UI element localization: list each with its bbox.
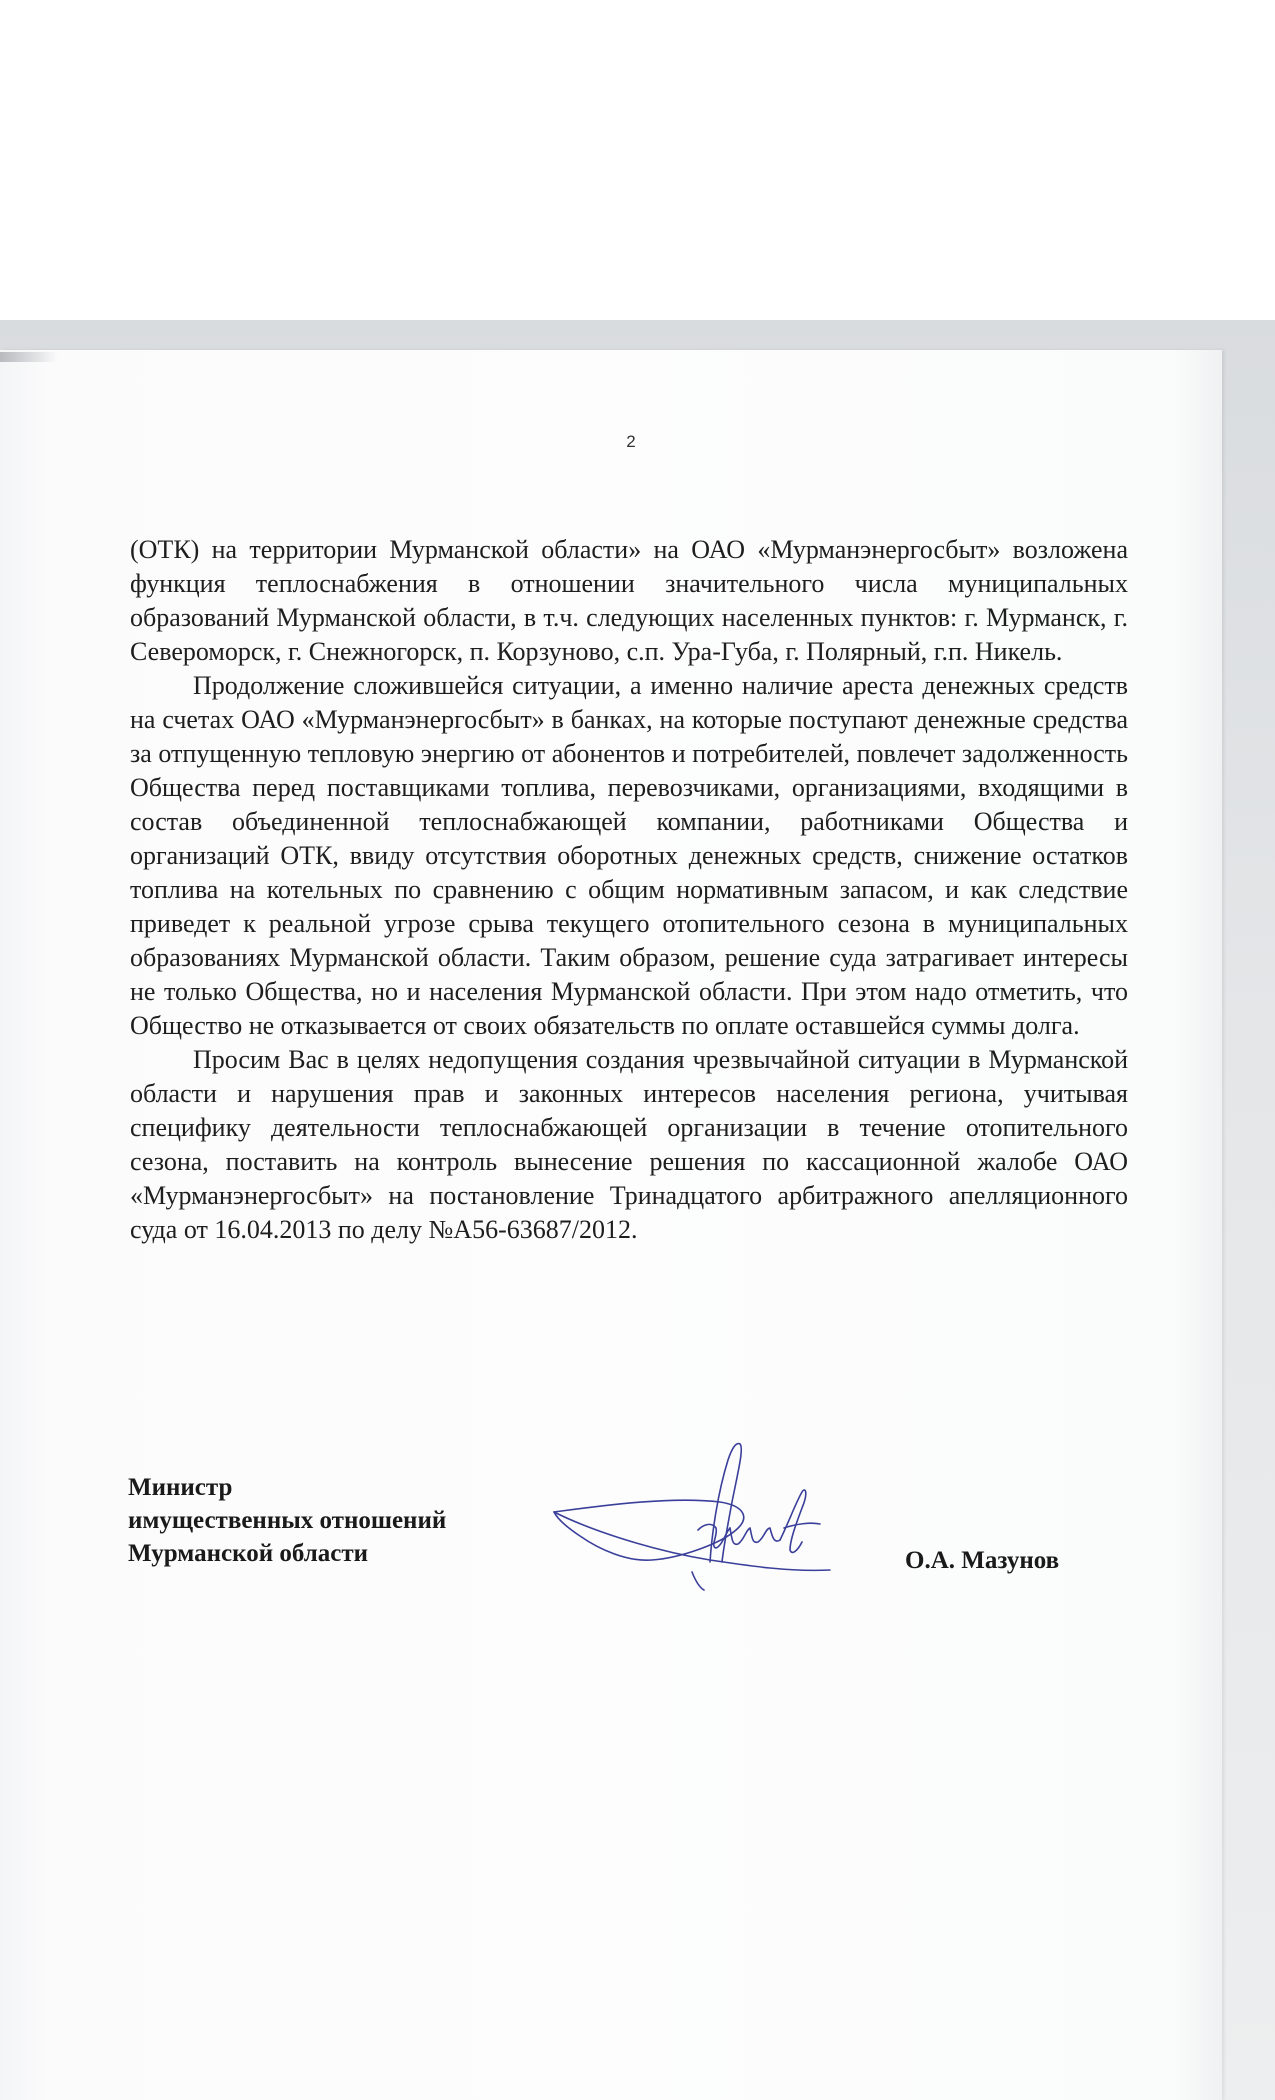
signatory-title-line: Министр <box>128 1474 233 1501</box>
signatory-title-line: Мурманской области <box>128 1540 369 1567</box>
paragraph-continuation: (ОТК) на территории Мурманской области» на ОАО «Мурманэнергосбыт» возложена функция теплоснабжения в отношении значительного числа муниципальных образований Мурманской области, в т.ч. следующих населенных пунктов: г. Мурманск, г. Североморск, г. Снежногорск, п. Корзуново, с.п. Ура-Губа, г. Полярный, г.п. Никель. <box>130 535 1128 666</box>
signatory-title <box>128 1471 446 1570</box>
signatory-title-line: имущественных отношений <box>128 1507 447 1534</box>
page-number: 2 <box>626 432 636 451</box>
handwritten-signature-icon <box>540 1432 890 1602</box>
signatory-name: О.А. Мазунов <box>905 1547 1060 1574</box>
page-edge-shadow <box>0 352 58 362</box>
letter-body <box>130 533 1128 1247</box>
paragraph-request: Просим Вас в целях недопущения создания чрезвычайной ситуации в Мурманской области и нарушения прав и законных интересов населения региона, учитывая специфику деятельности теплоснабжающей организации в течение отопительного сезона, поставить на контроль вынесение решения по кассационной жалобе ОАО «Мурманэнергосбыт» на постановление Тринадцатого арбитражного апелляционного суда от 16.04.2013 по делу №А56-63687/2012. <box>130 1045 1128 1244</box>
paragraph-situation: Продолжение сложившейся ситуации, а именно наличие ареста денежных средств на счетах ОАО «Мурманэнергосбыт» в банках, на которые поступают денежные средства за отпущенную тепловую энергию от абонентов и потребителей, повлечет задолженность Общества перед поставщиками топлива, перевозчиками, организациями, входящими в состав объединенной теплоснабжающей компании, работниками Общества и организаций ОТК, ввиду отсутствия оборотных денежных средств, снижение остатков топлива на котельных по сравнению с общим нормативным запасом, и как следствие приведет к реальной угрозе срыва текущего отопительного сезона в муниципальных образованиях Мурманской области. Таким образом, решение суда затрагивает интересы не только Общества, но и населения Мурманской области. При этом надо отметить, что Общество не отказывается от своих обязательств по оплате оставшейся суммы долга. <box>130 671 1128 1040</box>
